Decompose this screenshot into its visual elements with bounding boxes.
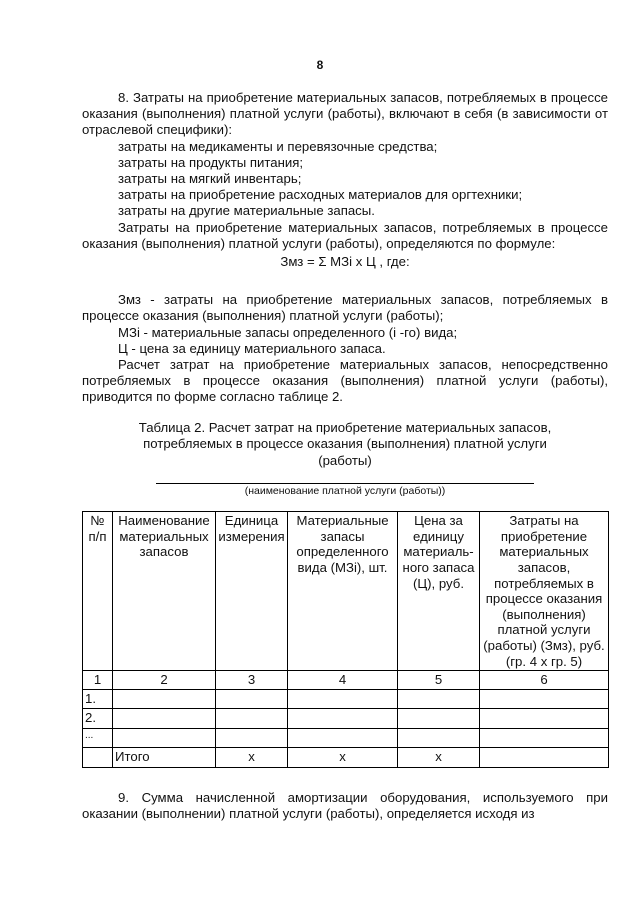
cell-qty xyxy=(288,709,398,729)
total-unit: х xyxy=(216,748,288,768)
total-label: Итого xyxy=(113,748,216,768)
list-item: затраты на мягкий инвентарь; xyxy=(118,171,302,187)
column-number: 5 xyxy=(398,671,480,690)
cell-qty xyxy=(288,689,398,709)
total-qty: х xyxy=(288,748,398,768)
row-number: 1. xyxy=(83,689,113,709)
cell-price xyxy=(398,728,480,748)
service-name-line xyxy=(156,483,534,484)
cell-cost xyxy=(480,709,609,729)
row-number: 2. xyxy=(83,709,113,729)
list-item: затраты на продукты питания; xyxy=(118,154,304,170)
document-body xyxy=(82,90,608,822)
cell-unit xyxy=(216,709,288,729)
definition-mzi: МЗi - материальные запасы определенного (i -го) вида; xyxy=(118,324,458,340)
table-row xyxy=(83,728,609,748)
header-cell: Затраты на приобретение материальных запасов, потребляемых в процессе оказания (выполнения) платной услуги (работы) (Змз), руб. (гр. 4 х гр. 5) xyxy=(480,512,609,671)
column-number: 1 xyxy=(83,671,113,690)
formula-intro: Затраты на приобретение материальных запасов, потребляемых в процессе оказания (выполнения) платной услуги (работы), определяются по формуле: xyxy=(82,219,608,251)
table-row xyxy=(83,709,609,729)
cell-name xyxy=(113,709,216,729)
list-item: затраты на медикаменты и перевязочные средства; xyxy=(118,138,438,154)
column-number: 2 xyxy=(113,671,216,690)
cell-price xyxy=(398,709,480,729)
table-caption-line: потребляемых в процессе оказания (выполнения) платной услуги xyxy=(143,436,547,452)
table-row xyxy=(83,689,609,709)
section-9-text: 9. Сумма начисленной амортизации оборудования, используемого при оказании (выполнении) платной услуги (работы), определяется исходя из xyxy=(82,789,608,821)
cell-qty xyxy=(288,728,398,748)
header-cell: Наименование материальных запасов xyxy=(113,512,216,671)
table-caption-line: (работы) xyxy=(318,452,372,468)
table-header-row xyxy=(83,512,609,671)
cell-name xyxy=(113,728,216,748)
cell-cost xyxy=(480,728,609,748)
table-total-row xyxy=(83,748,609,768)
column-number: 3 xyxy=(216,671,288,690)
row-number: ... xyxy=(83,728,113,748)
header-cell: № п/п xyxy=(83,512,113,671)
cell-unit xyxy=(216,689,288,709)
calc-note: Расчет затрат на приобретение материальных запасов, непосредственно потребляемых в процессе оказания (выполнения) платной услуги (работы), приводится по форме согласно таблице 2. xyxy=(82,357,608,405)
service-name-caption: (наименование платной услуги (работы)) xyxy=(244,485,446,498)
row-number xyxy=(83,748,113,768)
table-caption xyxy=(82,420,608,470)
column-number: 4 xyxy=(288,671,398,690)
cell-cost xyxy=(480,689,609,709)
column-number-row xyxy=(83,671,609,690)
definition-zmz: Змз - затраты на приобретение материальных запасов, потребляемых в процессе оказания (выполнения) платной услуги (работы); xyxy=(82,292,608,324)
cell-name xyxy=(113,689,216,709)
definition-c: Ц - цена за единицу материального запаса. xyxy=(118,340,386,356)
header-cell: Единица измерения xyxy=(216,512,288,671)
header-cell: Материальные запасы определенного вида (МЗi), шт. xyxy=(288,512,398,671)
formula: Змз = Σ МЗi х Ц , где: xyxy=(280,254,410,270)
total-cost xyxy=(480,748,609,768)
table-caption-line: Таблица 2. Расчет затрат на приобретение материальных запасов, xyxy=(138,419,552,435)
cell-price xyxy=(398,689,480,709)
header-cell: Цена за единицу материаль-ного запаса (Ц), руб. xyxy=(398,512,480,671)
list-item: затраты на другие материальные запасы. xyxy=(118,203,375,219)
list-item: затраты на приобретение расходных материалов для оргтехники; xyxy=(118,187,523,203)
page-number: 8 xyxy=(316,58,324,72)
section-8-intro: 8. Затраты на приобретение материальных запасов, потребляемых в процессе оказания (выполнения) платной услуги (работы), включают в себя (в зависимости от отраслевой специфики): xyxy=(82,90,608,138)
column-number: 6 xyxy=(480,671,609,690)
materials-table xyxy=(82,511,609,768)
cell-unit xyxy=(216,728,288,748)
total-price: х xyxy=(398,748,480,768)
